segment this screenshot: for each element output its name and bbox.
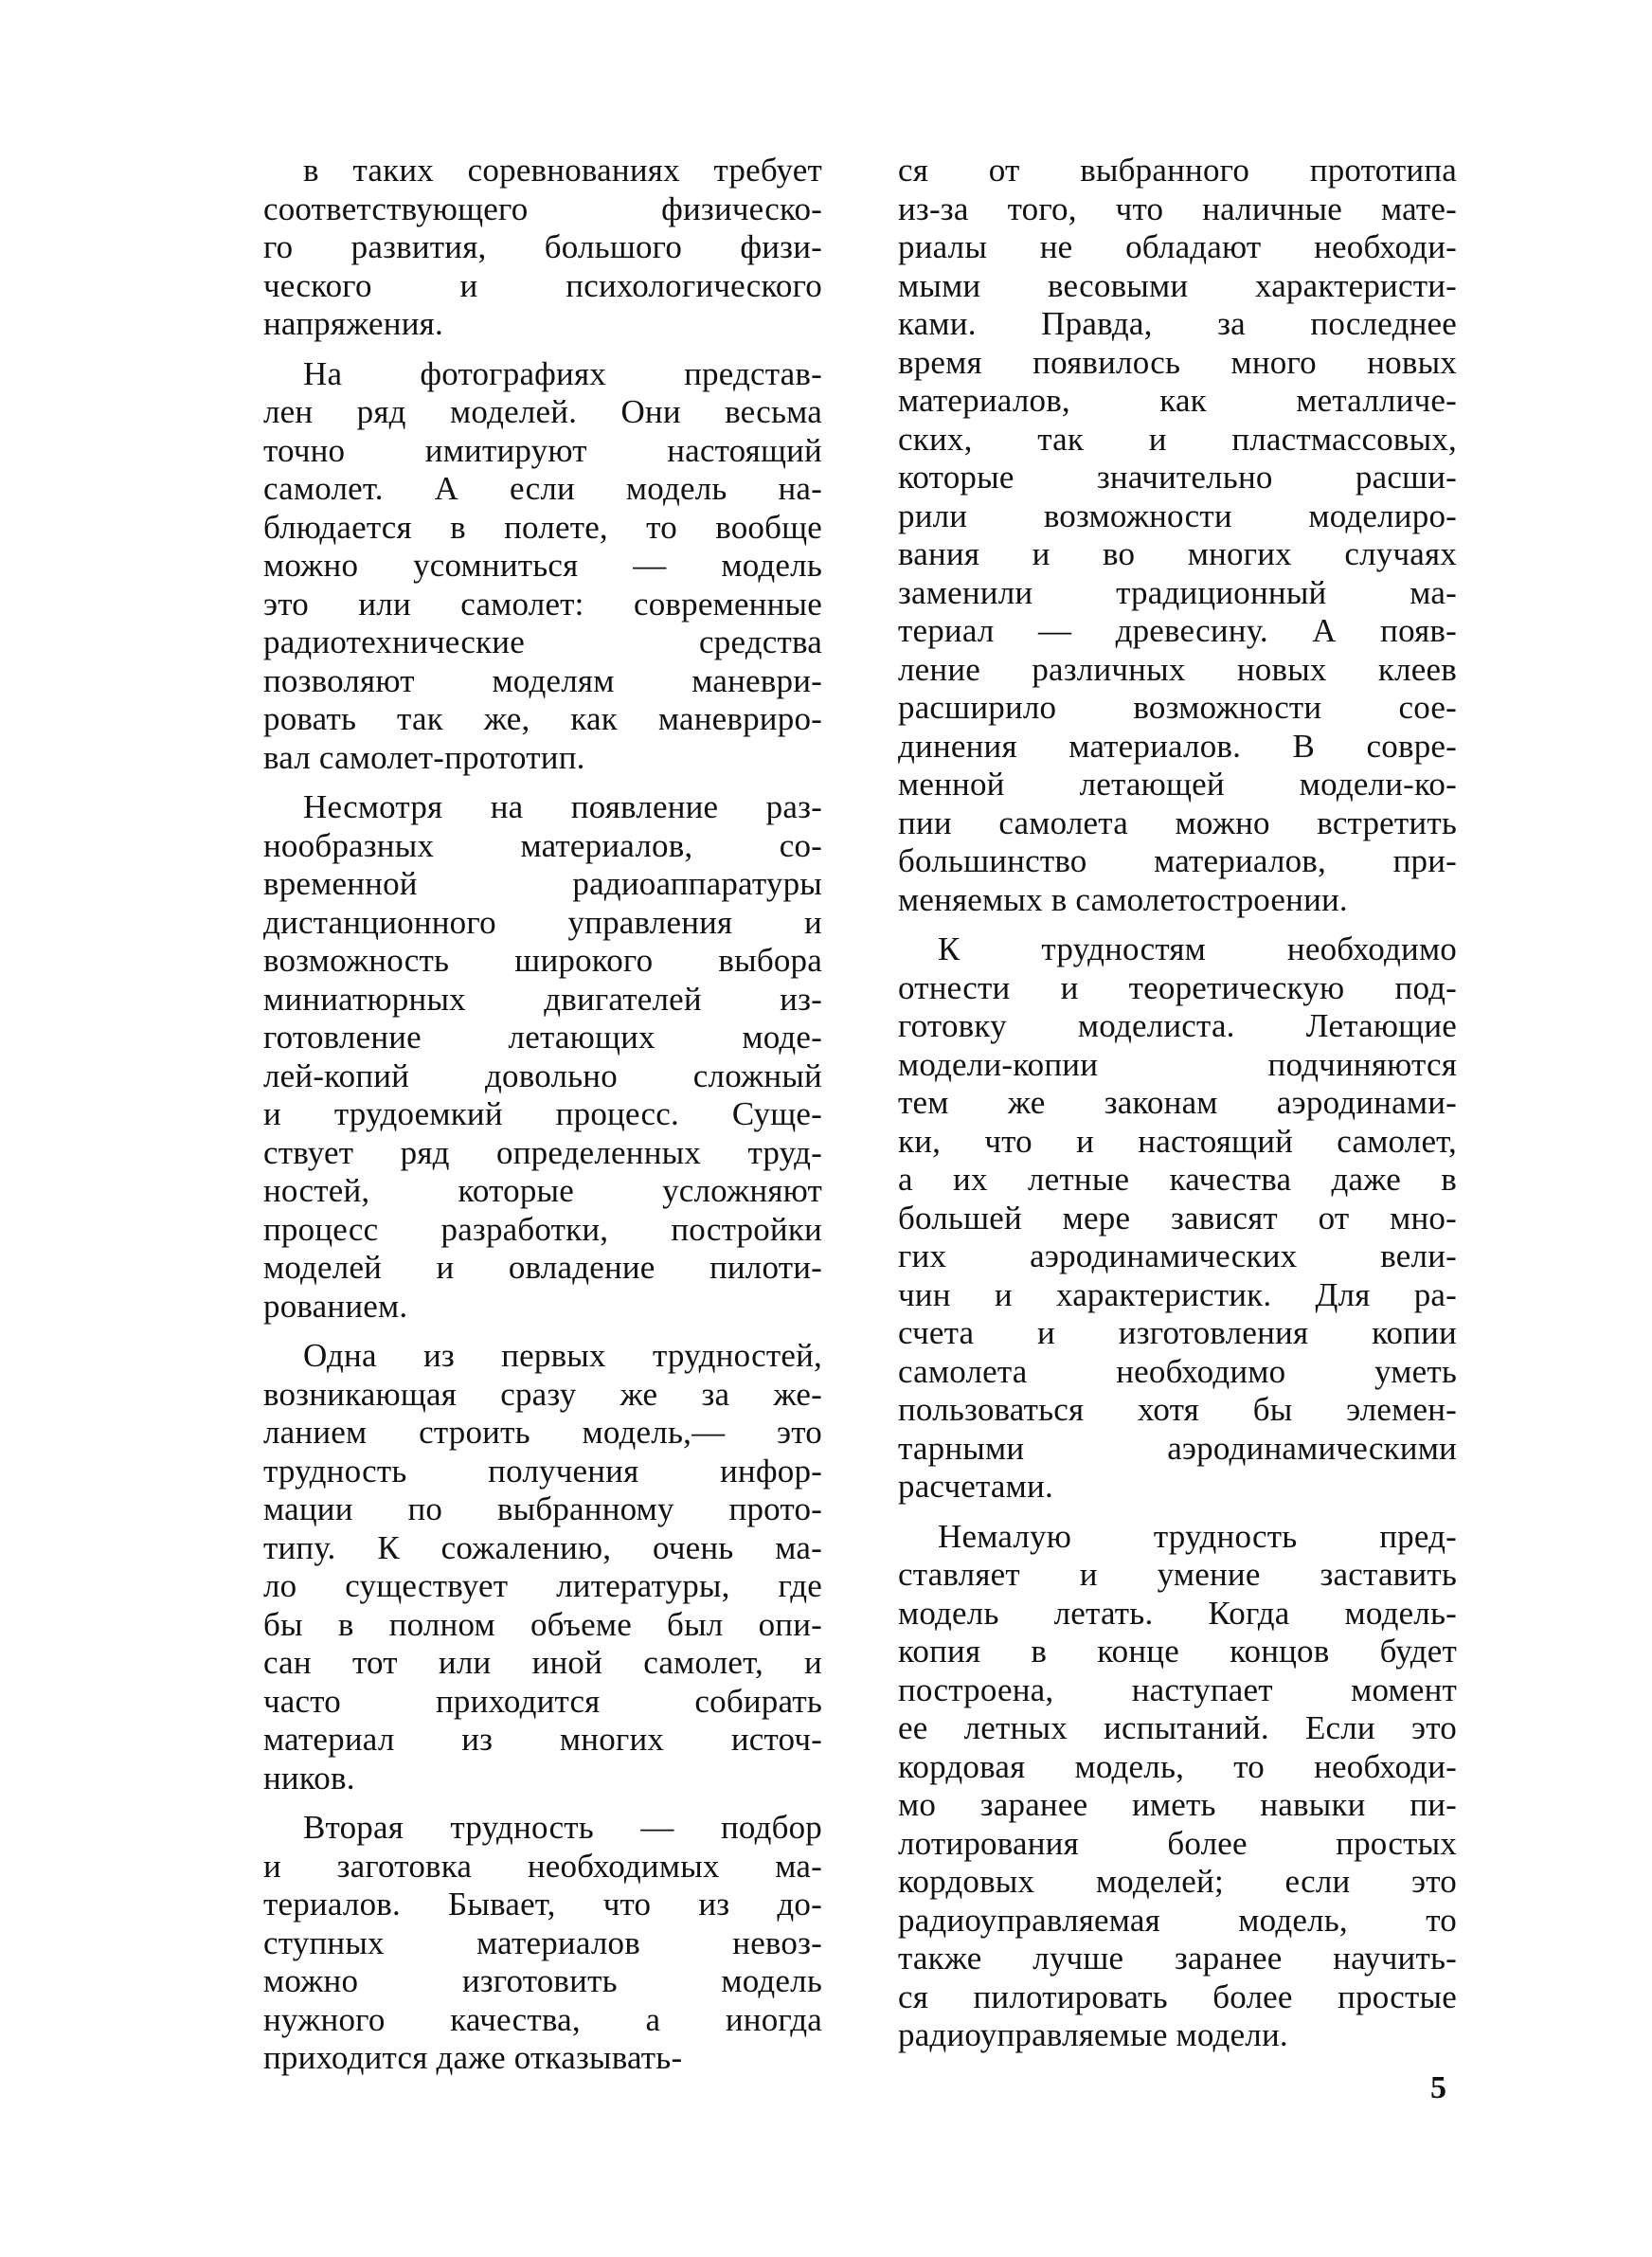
- text-line: ление различных новых клеев: [898, 650, 1457, 688]
- text-line: кордовых моделей; если это: [898, 1863, 1457, 1900]
- text-line: Несмотря на появление раз-: [303, 788, 822, 825]
- left-text-column: [263, 152, 822, 2078]
- text-line: ствует ряд определенных труд-: [263, 1133, 822, 1171]
- text-line: готовление летающих моде-: [263, 1019, 822, 1056]
- text-line: рованием.: [263, 1287, 408, 1325]
- text-line: материал из многих источ-: [263, 1721, 822, 1758]
- text-line: териалов. Бывает, что из до-: [263, 1886, 822, 1923]
- text-line: блюдается в полете, то вообще: [263, 508, 822, 546]
- text-line: можно изготовить модель: [263, 1962, 822, 1999]
- text-line: миниатюрных двигателей из-: [263, 980, 822, 1018]
- text-line: мации по выбранному прото-: [263, 1490, 822, 1527]
- text-line: приходится даже отказывать-: [263, 2039, 683, 2076]
- text-line: самолет. А если модель на-: [263, 470, 822, 507]
- text-line: также лучше заранее научить-: [898, 1940, 1457, 1977]
- text-line: мо заранее иметь навыки пи-: [898, 1786, 1457, 1823]
- paragraph: [263, 1809, 822, 2078]
- paragraph: [263, 1337, 822, 1797]
- text-line: моделей и овладение пилоти-: [263, 1249, 822, 1286]
- text-line: ее летных испытаний. Если это: [898, 1709, 1457, 1746]
- text-line: тем же законам аэродинами-: [898, 1084, 1457, 1121]
- paragraph: [263, 788, 822, 1326]
- text-line: нужного качества, а иногда: [263, 2000, 822, 2038]
- text-line: и заготовка необходимых ма-: [263, 1847, 822, 1885]
- text-line: сан тот или иной самолет, и: [263, 1644, 822, 1681]
- text-line: радиоуправляемые модели.: [898, 2016, 1288, 2053]
- paragraph-gap: [898, 919, 1457, 930]
- text-line: меняемых в самолетостроении.: [898, 880, 1348, 918]
- text-line: самолета необходимо уметь: [898, 1352, 1457, 1390]
- text-line: вал самолет-прототип.: [263, 738, 585, 776]
- text-line: расширило возможности сое-: [898, 689, 1457, 726]
- text-line: временной радиоаппаратуры: [263, 865, 822, 902]
- text-line: процесс разработки, постройки: [263, 1210, 822, 1248]
- text-line: ся пилотировать более простые: [898, 1977, 1457, 2015]
- text-line: вания и во многих случаях: [898, 535, 1457, 572]
- text-line: модель летать. Когда модель-: [898, 1594, 1457, 1632]
- text-line: расчетами.: [898, 1468, 1053, 1505]
- paragraph: [898, 152, 1457, 919]
- text-line: ло существует литературы, где: [263, 1567, 822, 1604]
- paragraph: [263, 152, 822, 344]
- text-line: го развития, большого физи-: [263, 228, 822, 265]
- paragraph: [263, 355, 822, 778]
- text-line: готовку моделиста. Летающие: [898, 1007, 1457, 1044]
- text-line: динения материалов. В совре-: [898, 727, 1457, 765]
- text-line: радиоуправляемая модель, то: [898, 1901, 1457, 1939]
- text-line: трудность получения инфор-: [263, 1452, 822, 1490]
- text-line: ступных материалов невоз-: [263, 1923, 822, 1961]
- text-line: рили возможности моделиро-: [898, 497, 1457, 534]
- text-line: модели-копии подчиняются: [898, 1045, 1457, 1083]
- text-line: пользоваться хотя бы элемен-: [898, 1391, 1457, 1428]
- text-line: большинство материалов, при-: [898, 842, 1457, 879]
- text-line: лотирования более простых: [898, 1824, 1457, 1862]
- text-line: ками. Правда, за последнее: [898, 305, 1457, 342]
- text-line: в таких соревнованиях требует: [303, 152, 822, 189]
- text-line: ки, что и настоящий самолет,: [898, 1122, 1457, 1160]
- text-line: Одна из первых трудностей,: [303, 1337, 822, 1374]
- text-line: ских, так и пластмассовых,: [898, 420, 1457, 458]
- text-line: ностей, которые усложняют: [263, 1172, 822, 1209]
- text-line: Немалую трудность пред-: [938, 1517, 1457, 1555]
- paragraph-gap: [263, 777, 822, 788]
- paragraph-gap: [263, 344, 822, 355]
- text-line: часто приходится собирать: [263, 1682, 822, 1720]
- text-line: соответствующего физическо-: [263, 190, 822, 227]
- text-line: радиотехнические средства: [263, 623, 822, 660]
- text-line: бы в полном объеме был опи-: [263, 1605, 822, 1643]
- text-line: ставляет и умение заставить: [898, 1556, 1457, 1593]
- text-line: точно имитируют настоящий: [263, 431, 822, 469]
- text-line: ся от выбранного прототипа: [898, 152, 1457, 189]
- text-line: счета и изготовления копии: [898, 1314, 1457, 1351]
- text-line: Вторая трудность — подбор: [303, 1809, 822, 1846]
- text-line: лей-копий довольно сложный: [263, 1056, 822, 1094]
- text-line: отнести и теоретическую под-: [898, 968, 1457, 1006]
- text-line: риалы не обладают необходи-: [898, 228, 1457, 265]
- text-line: тарными аэродинамическими: [898, 1429, 1457, 1467]
- text-line: напряжения.: [263, 305, 443, 342]
- paragraph-gap: [263, 1326, 822, 1337]
- text-line: копия в конце концов будет: [898, 1633, 1457, 1670]
- text-line: заменили традиционный ма-: [898, 573, 1457, 611]
- text-line: ровать так же, как маневриро-: [263, 700, 822, 737]
- text-line: менной летающей модели-ко-: [898, 766, 1457, 803]
- text-line: это или самолет: современные: [263, 585, 822, 623]
- text-line: ланием строить модель,— это: [263, 1414, 822, 1451]
- text-line: возникающая сразу же за же-: [263, 1375, 822, 1413]
- text-line: пии самолета можно встретить: [898, 803, 1457, 841]
- text-line: которые значительно расши-: [898, 459, 1457, 496]
- text-line: ческого и психологического: [263, 266, 822, 304]
- text-line: лен ряд моделей. Они весьма: [263, 393, 822, 430]
- text-line: гих аэродинамических вели-: [898, 1237, 1457, 1274]
- paragraph: [898, 1518, 1457, 2055]
- text-line: нообразных материалов, со-: [263, 826, 822, 864]
- text-line: На фотографиях представ-: [303, 354, 822, 392]
- right-text-column: [898, 152, 1457, 2055]
- paragraph-gap: [263, 1797, 822, 1809]
- text-line: мыми весовыми характеристи-: [898, 266, 1457, 304]
- page-number: 5: [1430, 2070, 1446, 2105]
- text-line: большей мере зависят от мно-: [898, 1199, 1457, 1237]
- text-line: а их летные качества даже в: [898, 1161, 1457, 1198]
- paragraph: [898, 930, 1457, 1507]
- text-line: построена, наступает момент: [898, 1670, 1457, 1708]
- paragraph-gap: [898, 1507, 1457, 1518]
- text-line: чин и характеристик. Для ра-: [898, 1275, 1457, 1313]
- text-line: возможность широкого выбора: [263, 942, 822, 979]
- text-line: и трудоемкий процесс. Суще-: [263, 1095, 822, 1132]
- text-line: териал — древесину. А появ-: [898, 612, 1457, 649]
- text-line: К трудностям необходимо: [938, 930, 1457, 967]
- text-line: материалов, как металличе-: [898, 382, 1457, 419]
- text-line: типу. К сожалению, очень ма-: [263, 1528, 822, 1566]
- text-line: время появилось много новых: [898, 343, 1457, 381]
- text-line: можно усомниться — модель: [263, 547, 822, 584]
- text-line: кордовая модель, то необходи-: [898, 1747, 1457, 1785]
- text-line: ников.: [263, 1759, 355, 1797]
- text-line: из-за того, что наличные мате-: [898, 190, 1457, 227]
- text-line: дистанционного управления и: [263, 903, 822, 941]
- text-line: позволяют моделям маневри-: [263, 661, 822, 699]
